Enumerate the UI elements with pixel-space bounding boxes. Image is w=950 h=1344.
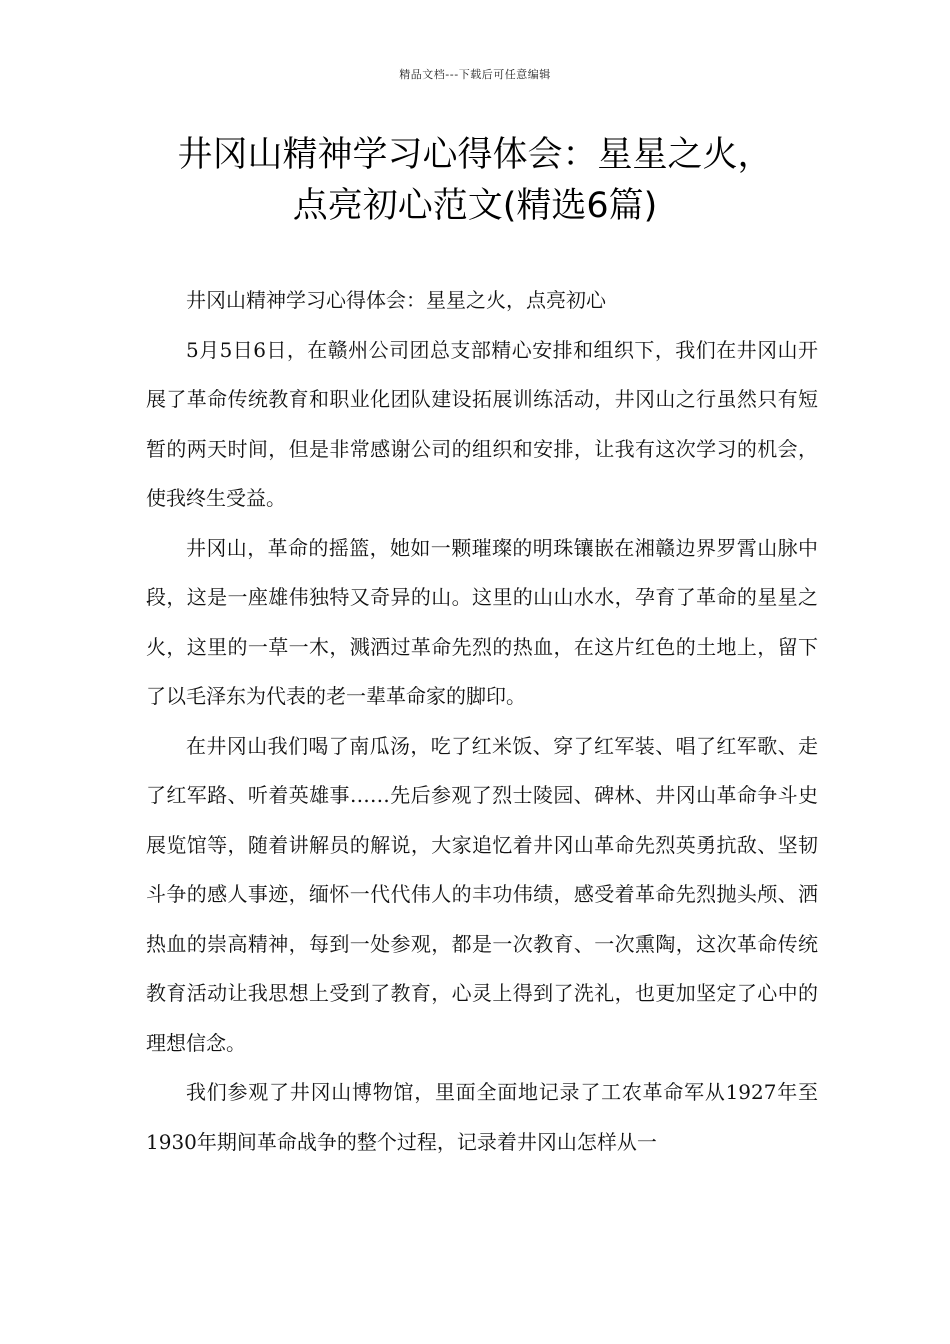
paragraph: 在井冈山我们喝了南瓜汤，吃了红米饭、穿了红军装、唱了红军歌、走了红军路、听着英雄事……先后参观了烈士陵园、碑林、井冈山革命争斗史展览馆等，随着讲解员的解说，大家追忆着井冈山革命先烈英勇抗敌、坚韧斗争的感人事迹，缅怀一代代伟人的丰功伟绩，感受着革命先烈抛头颅、洒热血的崇高精神，每到一处参观，都是一次教育、一次熏陶，这次革命传统教育活动让我思想上受到了教育，心灵上得到了洗礼，也更加坚定了心中的理想信念。 <box>146 733 818 1055</box>
paragraph: 井冈山，革命的摇篮，她如一颗璀璨的明珠镶嵌在湘赣边界罗霄山脉中段，这是一座雄伟独特又奇异的山。这里的山山水水，孕育了革命的星星之火，这里的一草一木，溅洒过革命先烈的热血，在这片红色的土地上，留下了以毛泽东为代表的老一辈革命家的脚印。 <box>146 535 818 708</box>
paragraph-subtitle: 井冈山精神学习心得体会：星星之火，点亮初心 <box>186 288 606 312</box>
title-line-1: 井冈山精神学习心得体会：星星之火， <box>177 135 773 175</box>
document-body <box>146 276 818 1167</box>
document-title <box>100 130 850 232</box>
paragraph: 5月5日6日，在赣州公司团总支部精心安排和组织下，我们在井冈山开展了革命传统教育和职业化团队建设拓展训练活动，井冈山之行虽然只有短暂的两天时间，但是非常感谢公司的组织和安排，让我有这次学习的机会，使我终生受益。 <box>146 337 818 510</box>
title-line-2: 点亮初心范文(精选6篇) <box>292 186 658 226</box>
paragraph: 我们参观了井冈山博物馆，里面全面地记录了工农革命军从1927年至1930年期间革命战争的整个过程，记录着井冈山怎样从一 <box>146 1080 818 1154</box>
header-note: 精品文档---下载后可任意编辑 <box>399 68 551 81</box>
